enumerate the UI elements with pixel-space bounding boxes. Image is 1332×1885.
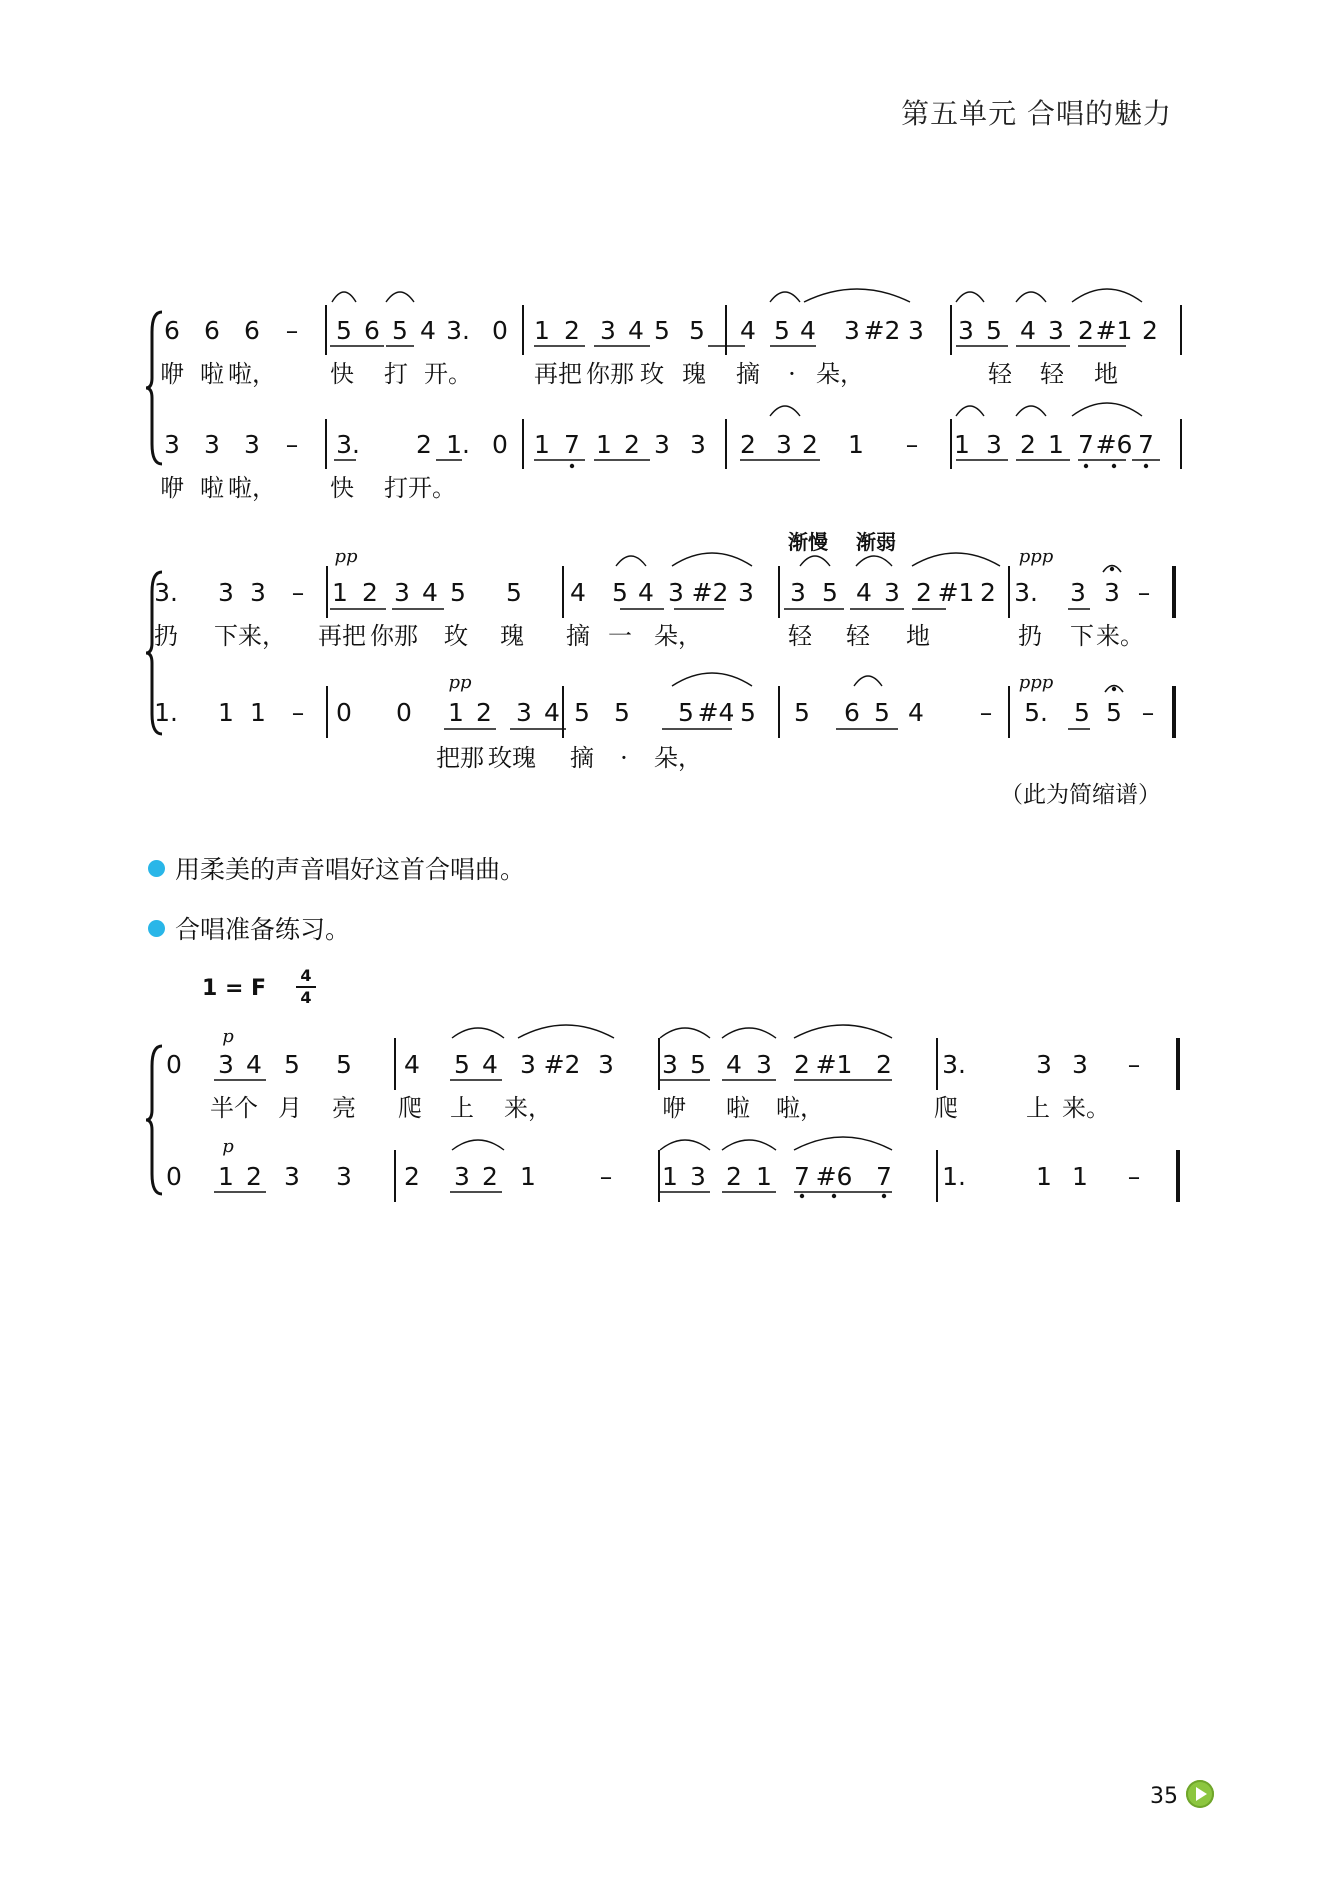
note: 0 bbox=[166, 1050, 182, 1079]
note: 3 bbox=[1072, 1050, 1088, 1079]
note: 1 bbox=[662, 1162, 678, 1191]
low-octave-dot bbox=[882, 1194, 886, 1198]
slur bbox=[386, 292, 414, 302]
lyric: 朵， bbox=[654, 622, 702, 650]
slur bbox=[332, 292, 356, 302]
note: 5 bbox=[450, 578, 466, 607]
note: 4 bbox=[420, 316, 436, 345]
note: 2 bbox=[726, 1162, 742, 1191]
note: 1 bbox=[756, 1162, 772, 1191]
note: 3 bbox=[738, 578, 754, 607]
note: 1. bbox=[942, 1162, 966, 1191]
note: 1 bbox=[218, 698, 234, 727]
staff-brace bbox=[146, 312, 162, 464]
lyric: 玫 bbox=[444, 622, 468, 650]
lyric: 快 bbox=[330, 474, 354, 502]
staff-brace bbox=[146, 572, 162, 734]
lyric: 你那 bbox=[370, 622, 418, 650]
note: 3 bbox=[600, 316, 616, 345]
note: 5 bbox=[336, 316, 352, 345]
low-octave-dot bbox=[1110, 567, 1114, 571]
note: 3 bbox=[516, 698, 532, 727]
note: 1 bbox=[954, 430, 970, 459]
low-octave-dot bbox=[832, 1194, 836, 1198]
note: 3 bbox=[690, 1162, 706, 1191]
lyric: 半个 bbox=[210, 1094, 258, 1122]
note: 3 bbox=[884, 578, 900, 607]
tempo-mark: 渐慢 bbox=[788, 530, 828, 554]
low-octave-dot bbox=[570, 464, 574, 468]
note: 4 bbox=[246, 1050, 262, 1079]
note: 3 bbox=[218, 1050, 234, 1079]
lyric: · bbox=[788, 360, 796, 388]
lyric: 啦， bbox=[228, 360, 276, 388]
note: – bbox=[1137, 578, 1151, 607]
lyric: 摘 bbox=[566, 622, 590, 650]
lyric: 一 bbox=[608, 622, 632, 650]
note: 4 bbox=[422, 578, 438, 607]
lyric: 轻 bbox=[788, 622, 812, 650]
slur bbox=[856, 556, 892, 566]
bullet-icon bbox=[148, 860, 165, 877]
lyric: 下 bbox=[214, 622, 238, 650]
note: 1 bbox=[848, 430, 864, 459]
lyric: 玫瑰 bbox=[488, 744, 536, 772]
note: 3 bbox=[1036, 1050, 1052, 1079]
note: 7 bbox=[1078, 430, 1094, 459]
note: 4 bbox=[726, 1050, 742, 1079]
slur bbox=[770, 406, 800, 416]
lyric: 咿 bbox=[160, 474, 184, 502]
note: 3 bbox=[654, 430, 670, 459]
note: – bbox=[285, 430, 299, 459]
note: 5 bbox=[1106, 698, 1122, 727]
slur bbox=[804, 289, 910, 302]
lyric: 瑰 bbox=[500, 622, 524, 650]
page-number: 35 bbox=[1150, 1784, 1178, 1809]
slur bbox=[956, 406, 984, 416]
instruction-2: 合唱准备练习。 bbox=[148, 910, 350, 946]
note: 5. bbox=[1024, 698, 1048, 727]
slur bbox=[854, 676, 882, 686]
bullet-icon bbox=[148, 920, 165, 937]
lyric: 轻 bbox=[846, 622, 870, 650]
note: 0 bbox=[336, 698, 352, 727]
note: 3 bbox=[244, 430, 260, 459]
note: 2 bbox=[740, 430, 756, 459]
note: 7 bbox=[876, 1162, 892, 1191]
note: 3 bbox=[218, 578, 234, 607]
lyric: 来。 bbox=[1096, 622, 1144, 650]
note: – bbox=[1127, 1162, 1141, 1191]
note: 5 bbox=[612, 578, 628, 607]
slur bbox=[660, 1140, 710, 1150]
lyric: 朵， bbox=[654, 744, 702, 772]
simplified-score-note: （此为简缩谱） bbox=[1000, 782, 1161, 808]
note: 2 bbox=[916, 578, 932, 607]
note: 5 bbox=[986, 316, 1002, 345]
note: 3 bbox=[520, 1050, 536, 1079]
lyric: 打 bbox=[384, 360, 408, 388]
note: 3. bbox=[446, 316, 470, 345]
note: 0 bbox=[396, 698, 412, 727]
note: 5 bbox=[506, 578, 522, 607]
note: 0 bbox=[166, 1162, 182, 1191]
note: 2 bbox=[980, 578, 996, 607]
slur bbox=[1072, 403, 1142, 416]
note: 3 bbox=[1048, 316, 1064, 345]
lyric: 摘 bbox=[736, 360, 760, 388]
note: – bbox=[599, 1162, 613, 1191]
note: 3 bbox=[790, 578, 806, 607]
unit-title: 第五单元 合唱的魅力 bbox=[901, 97, 1172, 130]
note: 1 bbox=[218, 1162, 234, 1191]
note: 2 bbox=[564, 316, 580, 345]
key-signature: 1 = F bbox=[202, 976, 267, 1001]
note: 3 bbox=[598, 1050, 614, 1079]
note: #4 bbox=[697, 698, 735, 727]
note: 5 bbox=[822, 578, 838, 607]
note: 5 bbox=[689, 316, 705, 345]
note: 5 bbox=[1074, 698, 1090, 727]
note: #2 bbox=[863, 316, 901, 345]
note: – bbox=[291, 698, 305, 727]
note: 3 bbox=[1070, 578, 1086, 607]
note: 3 bbox=[958, 316, 974, 345]
lyric: 啦， bbox=[228, 474, 276, 502]
note: 5 bbox=[690, 1050, 706, 1079]
slur bbox=[912, 553, 1000, 566]
lyric: 再把 bbox=[318, 622, 366, 650]
lyric: 亮 bbox=[332, 1094, 356, 1122]
note: 1. bbox=[446, 430, 470, 459]
tempo-mark: 渐弱 bbox=[856, 530, 896, 554]
note: 0 bbox=[492, 316, 508, 345]
note: 5 bbox=[284, 1050, 300, 1079]
lyric: 瑰 bbox=[682, 360, 706, 388]
lyric: · bbox=[620, 744, 628, 772]
note: 2 bbox=[1142, 316, 1158, 345]
note: 6 bbox=[164, 316, 180, 345]
note: 0 bbox=[492, 430, 508, 459]
note: #1 bbox=[1095, 316, 1133, 345]
staff-brace bbox=[146, 1046, 162, 1194]
slur bbox=[794, 1137, 892, 1150]
note: 4 bbox=[628, 316, 644, 345]
slur bbox=[1016, 292, 1046, 302]
lyric: 摘 bbox=[570, 744, 594, 772]
note: 2 bbox=[802, 430, 818, 459]
note: 5 bbox=[392, 316, 408, 345]
note: 6 bbox=[204, 316, 220, 345]
note: 2 bbox=[476, 698, 492, 727]
lyric: 啦 bbox=[200, 360, 224, 388]
note: 3 bbox=[908, 316, 924, 345]
note: 3 bbox=[1104, 578, 1120, 607]
lyric: 下 bbox=[1070, 622, 1094, 650]
low-octave-dot bbox=[1112, 687, 1116, 691]
low-octave-dot bbox=[1112, 464, 1116, 468]
note: 4 bbox=[800, 316, 816, 345]
note: – bbox=[291, 578, 305, 607]
note: 6 bbox=[244, 316, 260, 345]
note: 3 bbox=[164, 430, 180, 459]
lyric: 咿 bbox=[160, 360, 184, 388]
dynamic-mark: p bbox=[222, 1136, 234, 1157]
lyric: 啦 bbox=[726, 1094, 750, 1122]
lyric: 上 bbox=[450, 1094, 474, 1122]
note: 1. bbox=[154, 698, 178, 727]
note: 3. bbox=[1014, 578, 1038, 607]
note: 2 bbox=[1020, 430, 1036, 459]
note: 5 bbox=[614, 698, 630, 727]
note: 1 bbox=[520, 1162, 536, 1191]
note: 3. bbox=[154, 578, 178, 607]
instruction-1: 用柔美的声音唱好这首合唱曲。 bbox=[148, 850, 525, 886]
time-signature: 4 4 bbox=[296, 967, 316, 1007]
note: 1 bbox=[1036, 1162, 1052, 1191]
dynamic-mark: pp bbox=[334, 546, 358, 567]
low-octave-dot bbox=[1144, 464, 1148, 468]
note: #6 bbox=[815, 1162, 853, 1191]
lyric: 爬 bbox=[398, 1094, 422, 1122]
note: 3 bbox=[394, 578, 410, 607]
note: 2 bbox=[362, 578, 378, 607]
note: #2 bbox=[691, 578, 729, 607]
note: 3 bbox=[776, 430, 792, 459]
slur bbox=[452, 1028, 504, 1038]
lyric: 轻 bbox=[988, 360, 1012, 388]
note: 5 bbox=[336, 1050, 352, 1079]
note: 5 bbox=[740, 698, 756, 727]
dynamic-mark: p bbox=[222, 1026, 234, 1047]
note: 4 bbox=[856, 578, 872, 607]
slur bbox=[452, 1140, 504, 1150]
lyric: 上 bbox=[1026, 1094, 1050, 1122]
note: 1 bbox=[332, 578, 348, 607]
note: 3. bbox=[336, 430, 360, 459]
slur bbox=[518, 1025, 614, 1038]
note: 4 bbox=[482, 1050, 498, 1079]
note: 2 bbox=[1078, 316, 1094, 345]
note: 1 bbox=[1072, 1162, 1088, 1191]
note: 5 bbox=[774, 316, 790, 345]
lyric: 啦 bbox=[200, 474, 224, 502]
lyric: 地 bbox=[1094, 360, 1118, 388]
slur bbox=[672, 553, 752, 566]
note: 2 bbox=[404, 1162, 420, 1191]
note: 1 bbox=[534, 316, 550, 345]
note: 3 bbox=[756, 1050, 772, 1079]
lyric: 再把 bbox=[534, 360, 582, 388]
note: 3 bbox=[668, 578, 684, 607]
note: 4 bbox=[404, 1050, 420, 1079]
slur bbox=[1016, 406, 1046, 416]
note: 4 bbox=[740, 316, 756, 345]
slur bbox=[616, 556, 646, 566]
note: 5 bbox=[874, 698, 890, 727]
note: 2 bbox=[794, 1050, 810, 1079]
note: 4 bbox=[544, 698, 560, 727]
note: #2 bbox=[543, 1050, 581, 1079]
lyric: 咿 bbox=[662, 1094, 686, 1122]
note: 3 bbox=[844, 316, 860, 345]
lyric: 把那 bbox=[436, 744, 484, 772]
slur bbox=[1072, 289, 1142, 302]
lyric: 你那 bbox=[586, 360, 634, 388]
note: 2 bbox=[246, 1162, 262, 1191]
lyric: 来， bbox=[504, 1094, 552, 1122]
lyric: 扔 bbox=[154, 622, 178, 650]
note: 3 bbox=[250, 578, 266, 607]
slur bbox=[800, 556, 830, 566]
note: 4 bbox=[1020, 316, 1036, 345]
note: 3 bbox=[454, 1162, 470, 1191]
lyric: 地 bbox=[906, 622, 930, 650]
lyric: 玫 bbox=[640, 360, 664, 388]
note: – bbox=[285, 316, 299, 345]
note: 5 bbox=[454, 1050, 470, 1079]
note: – bbox=[1141, 698, 1155, 727]
dynamic-mark: ppp bbox=[1018, 546, 1054, 567]
note: 1 bbox=[250, 698, 266, 727]
slur bbox=[660, 1028, 710, 1038]
note: 1 bbox=[596, 430, 612, 459]
slur bbox=[722, 1140, 776, 1150]
note: 7 bbox=[1138, 430, 1154, 459]
lyric: 爬 bbox=[934, 1094, 958, 1122]
lyric: 快 bbox=[330, 360, 354, 388]
note: 1 bbox=[1048, 430, 1064, 459]
note: 4 bbox=[638, 578, 654, 607]
note: 6 bbox=[844, 698, 860, 727]
lyric: 打开。 bbox=[384, 474, 456, 502]
note: 5 bbox=[654, 316, 670, 345]
note: 5 bbox=[678, 698, 694, 727]
note: #1 bbox=[937, 578, 975, 607]
note: 3 bbox=[284, 1162, 300, 1191]
note: 3 bbox=[204, 430, 220, 459]
lyric: 扔 bbox=[1018, 622, 1042, 650]
note: 3. bbox=[942, 1050, 966, 1079]
note: #1 bbox=[815, 1050, 853, 1079]
note: 7 bbox=[564, 430, 580, 459]
note: 6 bbox=[364, 316, 380, 345]
lyric: 月 bbox=[278, 1094, 302, 1122]
lyric: 开。 bbox=[424, 360, 472, 388]
note: – bbox=[979, 698, 993, 727]
note: 3 bbox=[662, 1050, 678, 1079]
note: 4 bbox=[570, 578, 586, 607]
note: 3 bbox=[336, 1162, 352, 1191]
lyric: 啦， bbox=[776, 1094, 824, 1122]
slur bbox=[956, 292, 984, 302]
slur bbox=[770, 292, 800, 302]
note: – bbox=[1127, 1050, 1141, 1079]
note: – bbox=[905, 430, 919, 459]
low-octave-dot bbox=[800, 1194, 804, 1198]
note: 3 bbox=[986, 430, 1002, 459]
lyric: 来， bbox=[238, 622, 286, 650]
note: 3 bbox=[690, 430, 706, 459]
note: 2 bbox=[416, 430, 432, 459]
slur bbox=[794, 1025, 892, 1038]
dynamic-mark: pp bbox=[448, 672, 472, 693]
note: #6 bbox=[1095, 430, 1133, 459]
note: 1 bbox=[448, 698, 464, 727]
note: 5 bbox=[794, 698, 810, 727]
note: 2 bbox=[876, 1050, 892, 1079]
note: 7 bbox=[794, 1162, 810, 1191]
lyric: 来。 bbox=[1062, 1094, 1110, 1122]
low-octave-dot bbox=[1084, 464, 1088, 468]
play-icon bbox=[1186, 1780, 1214, 1808]
note: 4 bbox=[908, 698, 924, 727]
lyric: 朵， bbox=[816, 360, 864, 388]
lyric: 轻 bbox=[1040, 360, 1064, 388]
slur bbox=[672, 673, 752, 686]
dynamic-mark: ppp bbox=[1018, 672, 1054, 693]
slur bbox=[722, 1028, 776, 1038]
note: 2 bbox=[624, 430, 640, 459]
note: 1 bbox=[534, 430, 550, 459]
note: 2 bbox=[482, 1162, 498, 1191]
note: 5 bbox=[574, 698, 590, 727]
